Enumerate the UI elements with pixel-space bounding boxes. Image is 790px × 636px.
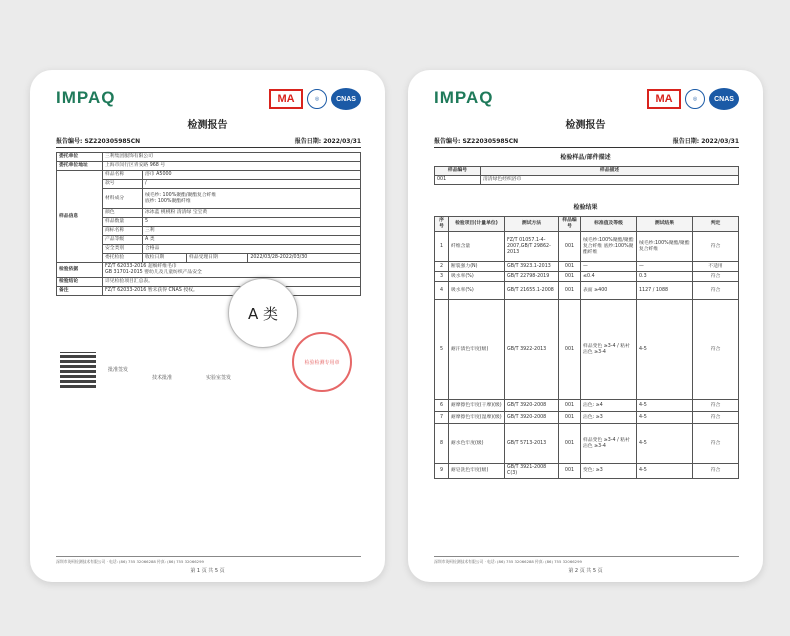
report-meta bbox=[56, 136, 361, 148]
cert-badges bbox=[269, 88, 361, 110]
signature-approver: 批准签发 bbox=[108, 367, 129, 373]
sample-no-header: 样品编号 bbox=[435, 167, 481, 176]
table-cell: 符合 bbox=[693, 400, 739, 412]
table-cell: GB/T 3920-2008 bbox=[505, 400, 559, 412]
table-row bbox=[435, 232, 739, 262]
table-cell: 耐水色牢度(级) bbox=[449, 424, 505, 464]
table-cell: 001 bbox=[559, 282, 581, 300]
conclusion-label: 检验结论 bbox=[57, 278, 103, 287]
table-cell: 吸水率(%) bbox=[449, 272, 505, 282]
table-row bbox=[435, 262, 739, 272]
table-cell: 样品变色 ≥3-4 / 粘衬沾色 ≥3-4 bbox=[581, 300, 637, 400]
table-cell: 001 bbox=[559, 232, 581, 262]
table-cell: 耐摩擦色牢度(湿摩)(级) bbox=[449, 412, 505, 424]
col-header: 标准值及等级 bbox=[581, 217, 637, 232]
ma-badge-icon: MA bbox=[269, 89, 303, 109]
sample-desc: 清清绿色经织浴巾 bbox=[481, 176, 739, 185]
impaq-logo: IMPAQ bbox=[434, 88, 494, 107]
ma-badge-icon: MA bbox=[647, 89, 681, 109]
qr-code-icon bbox=[60, 352, 96, 388]
page-title: 检测报告 bbox=[565, 120, 606, 131]
page-number: 第 2 页 共 5 页 bbox=[568, 568, 603, 574]
table-cell: 4-5 bbox=[637, 300, 693, 400]
table-cell: 符合 bbox=[693, 272, 739, 282]
table-cell: 样品变色 ≥3-4 / 粘衬沾色 ≥3-4 bbox=[581, 424, 637, 464]
note-label: 备注 bbox=[57, 287, 103, 296]
ilac-badge-icon: ◎ bbox=[685, 89, 705, 109]
table-cell: GB/T 21655.1-2008 bbox=[505, 282, 559, 300]
col-header: 序号 bbox=[435, 217, 449, 232]
basis-value: FZ/T 62033-2016 超细纤维毛巾 GB 31701-2015 婴幼儿及儿童纺织产品安全 bbox=[103, 263, 361, 278]
table-cell: 纤维含量 bbox=[449, 232, 505, 262]
table-cell: GB/T 3922-2013 bbox=[505, 300, 559, 400]
table-cell: — bbox=[637, 262, 693, 272]
table-cell: 耐汗渍色牢度(级) bbox=[449, 300, 505, 400]
table-cell: 4-5 bbox=[637, 400, 693, 412]
table-cell: 2 bbox=[435, 262, 449, 272]
table-cell: 001 bbox=[559, 424, 581, 464]
table-cell: 001 bbox=[559, 272, 581, 282]
client-value: 三利集团服饰有限公司 bbox=[103, 153, 361, 162]
sample-field: 款号 bbox=[103, 180, 143, 189]
table-row bbox=[435, 464, 739, 479]
report-number: 报告编号: SZ220305985CN bbox=[434, 138, 519, 145]
sample-value: 冰冰蓝 桃桃粉 清清绿 宝宝黄 bbox=[143, 209, 361, 218]
magnifier-callout: A 类 bbox=[228, 278, 298, 348]
sample-field: 样品名称 bbox=[103, 171, 143, 180]
report-page-1 bbox=[30, 70, 385, 582]
sample-info-label: 样品信息 bbox=[57, 171, 103, 263]
table-cell: 不适用 bbox=[693, 262, 739, 272]
table-cell: — bbox=[581, 262, 637, 272]
page-footer: 深圳市英柯检测技术有限公司 · 电话: (86) 755 32066288 传真: (86) 755 32066299 bbox=[56, 556, 361, 564]
receive-value: 收检日期 bbox=[143, 254, 187, 263]
address-label: 委托单位地址 bbox=[57, 162, 103, 171]
table-cell: 4-5 bbox=[637, 464, 693, 479]
report-info-table bbox=[56, 152, 361, 296]
sample-section-title: 检验样品/部件描述 bbox=[560, 154, 611, 161]
table-cell: 耐皂洗色牢度(级) bbox=[449, 464, 505, 479]
signature-lab: 实验室签发 bbox=[206, 375, 232, 381]
sample-field: 商标名称 bbox=[103, 227, 143, 236]
sample-table bbox=[434, 166, 739, 185]
table-cell: 符合 bbox=[693, 424, 739, 464]
sample-field: 安全类别 bbox=[103, 245, 143, 254]
sample-value: 绒毛纱: 100%聚酯/聚酯复合纤维 底纱: 100%聚酯纤维 bbox=[143, 189, 361, 209]
receipt-date-label: 样品受理日期 bbox=[186, 254, 247, 263]
results-table bbox=[434, 216, 739, 479]
table-row bbox=[435, 400, 739, 412]
results-section-title: 检验结果 bbox=[573, 204, 598, 211]
table-cell: 沾色: ≥4 bbox=[581, 400, 637, 412]
table-cell: 耐摩擦色牢度(干摩)(级) bbox=[449, 400, 505, 412]
sample-field: 颜色 bbox=[103, 209, 143, 218]
table-cell: 8 bbox=[435, 424, 449, 464]
receipt-date-value: 2022/03/28-2022/03/30 bbox=[248, 254, 361, 263]
table-cell: FZ/T 01057.1-4-2007,GB/T 29862-2013 bbox=[505, 232, 559, 262]
sample-field: 产品等级 bbox=[103, 236, 143, 245]
col-header: 样品编号 bbox=[559, 217, 581, 232]
impaq-logo: IMPAQ bbox=[56, 88, 116, 107]
table-cell: 9 bbox=[435, 464, 449, 479]
report-date: 报告日期: 2022/03/31 bbox=[294, 138, 361, 145]
table-cell: GB/T 3920-2008 bbox=[505, 412, 559, 424]
sample-field: 样品数量 bbox=[103, 218, 143, 227]
table-row bbox=[435, 424, 739, 464]
report-page-2 bbox=[408, 70, 763, 582]
table-row bbox=[435, 412, 739, 424]
table-cell: 吸水率(%) bbox=[449, 282, 505, 300]
cnas-badge-icon: CNAS bbox=[331, 88, 361, 110]
client-label: 委托单位 bbox=[57, 153, 103, 162]
table-cell: 001 bbox=[559, 262, 581, 272]
table-cell: 符合 bbox=[693, 412, 739, 424]
report-number: 报告编号: SZ220305985CN bbox=[56, 138, 141, 145]
table-cell: ≤0.4 bbox=[581, 272, 637, 282]
page-footer: 深圳市英柯检测技术有限公司 · 电话: (86) 755 32066288 传真: (86) 755 32066299 bbox=[434, 556, 739, 564]
official-stamp: 检验检测专用章 bbox=[292, 332, 352, 392]
table-cell: 5 bbox=[435, 300, 449, 400]
table-cell: 4-5 bbox=[637, 424, 693, 464]
table-cell: 001 bbox=[559, 412, 581, 424]
table-cell: 绒毛纱:100%聚酯/聚酯复合纤维 bbox=[637, 232, 693, 262]
page-number: 第 1 页 共 5 页 bbox=[190, 568, 225, 574]
signature-tech: 技术批准 bbox=[152, 375, 173, 381]
sample-value: 三利 bbox=[143, 227, 361, 236]
table-cell: 1127 / 1088 bbox=[637, 282, 693, 300]
table-cell: 变色: ≥3 bbox=[581, 464, 637, 479]
col-header: 检验项目(计量单位) bbox=[449, 217, 505, 232]
col-header: 判定 bbox=[693, 217, 739, 232]
table-cell: 符合 bbox=[693, 300, 739, 400]
table-cell: 表面 ≥400 bbox=[581, 282, 637, 300]
table-cell: 1 bbox=[435, 232, 449, 262]
table-row bbox=[435, 272, 739, 282]
table-cell: 绒毛纱:100%聚酯/聚酯复合纤维 底纱:100%聚酯纤维 bbox=[581, 232, 637, 262]
table-cell: 001 bbox=[559, 300, 581, 400]
conclusion-value: 详见检验项目汇总表。 bbox=[103, 278, 361, 287]
col-header: 测试结果 bbox=[637, 217, 693, 232]
receive-field: 委托检验 bbox=[103, 254, 143, 263]
report-date: 报告日期: 2022/03/31 bbox=[672, 138, 739, 145]
cert-badges bbox=[647, 88, 739, 110]
note-value: FZ/T 62033-2016 暂未获得 CNAS 授权。 bbox=[103, 287, 361, 296]
basis-label: 检验依据 bbox=[57, 263, 103, 278]
table-cell: 4-5 bbox=[637, 412, 693, 424]
col-header: 测试方法 bbox=[505, 217, 559, 232]
table-cell: GB/T 5713-2013 bbox=[505, 424, 559, 464]
ilac-badge-icon: ◎ bbox=[307, 89, 327, 109]
address-value: 上海市闵行区青安路 968 号 bbox=[103, 162, 361, 171]
sample-field: 材料成分 bbox=[103, 189, 143, 209]
table-cell: GB/T 3921-2008 C(3) bbox=[505, 464, 559, 479]
table-cell: 0.3 bbox=[637, 272, 693, 282]
sample-desc-header: 样品描述 bbox=[481, 167, 739, 176]
table-cell: GB/T 3923.1-2013 bbox=[505, 262, 559, 272]
table-cell: 沾色: ≥3 bbox=[581, 412, 637, 424]
page-title: 检测报告 bbox=[187, 120, 228, 131]
sample-no: 001 bbox=[435, 176, 481, 185]
sample-value: 浴巾 A5000 bbox=[143, 171, 361, 180]
sample-value: 5 bbox=[143, 218, 361, 227]
table-cell: 001 bbox=[559, 464, 581, 479]
table-cell: 断裂强力(N) bbox=[449, 262, 505, 272]
table-cell: 7 bbox=[435, 412, 449, 424]
table-row bbox=[435, 300, 739, 400]
table-cell: 4 bbox=[435, 282, 449, 300]
table-cell: GB/T 22798-2019 bbox=[505, 272, 559, 282]
sample-value: 合格品 bbox=[143, 245, 361, 254]
sample-value: A 类 bbox=[143, 236, 361, 245]
table-cell: 001 bbox=[559, 400, 581, 412]
report-meta bbox=[434, 136, 739, 148]
table-cell: 符合 bbox=[693, 464, 739, 479]
table-cell: 符合 bbox=[693, 282, 739, 300]
table-cell: 符合 bbox=[693, 232, 739, 262]
table-row bbox=[435, 282, 739, 300]
table-cell: 3 bbox=[435, 272, 449, 282]
sample-value: / bbox=[143, 180, 361, 189]
table-cell: 6 bbox=[435, 400, 449, 412]
cnas-badge-icon: CNAS bbox=[709, 88, 739, 110]
